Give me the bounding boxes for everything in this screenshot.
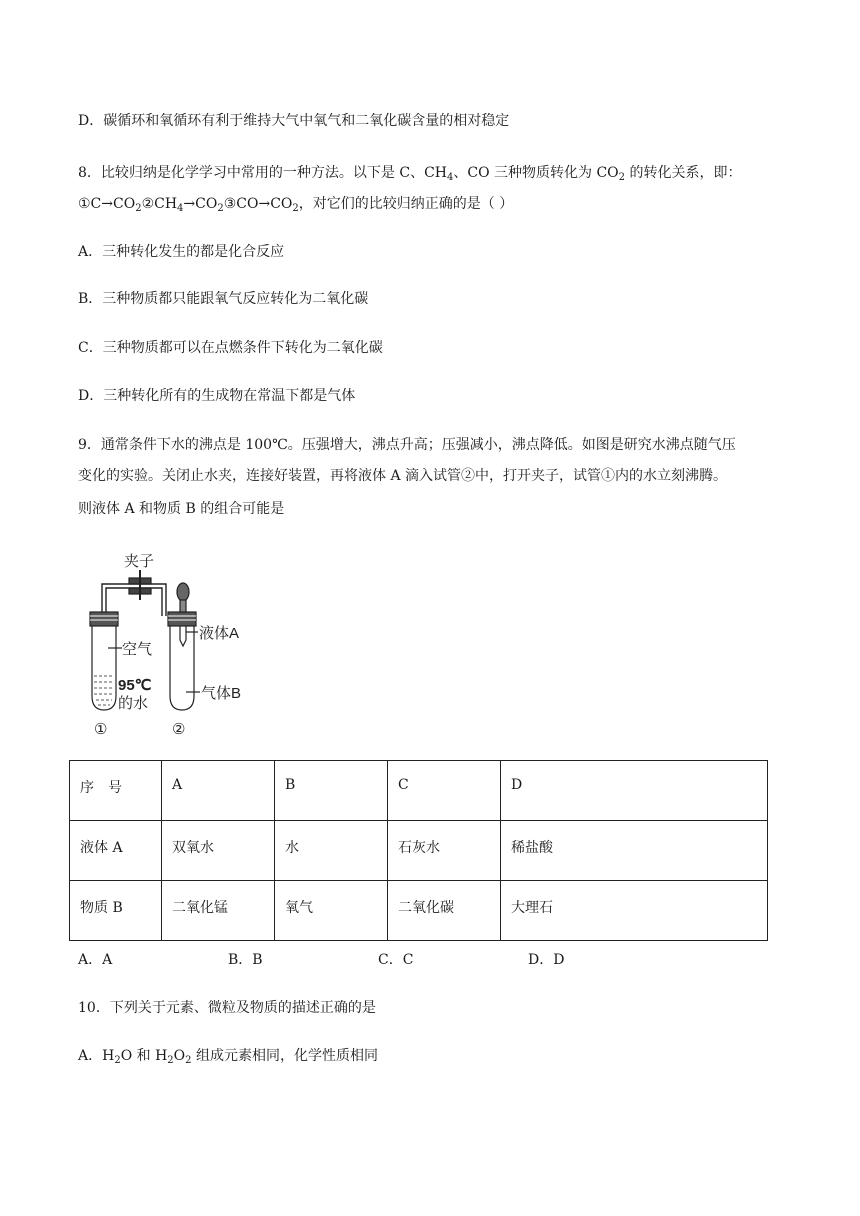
table-cell: 液体 A [70, 821, 162, 881]
liquid-a-label: 液体A [199, 625, 240, 642]
answer-choice-c: C．C [378, 952, 414, 968]
q8-option-d: D．三种转化所有的生成物在常温下都是气体 [78, 388, 356, 404]
test-tube-2 [170, 626, 194, 710]
table-cell: C [388, 761, 501, 821]
table-cell: B [275, 761, 388, 821]
clamp-label: 夹子 [124, 553, 155, 570]
table-cell: 石灰水 [388, 821, 501, 881]
temp-label: 95℃ [118, 677, 152, 694]
gas-b-label: 气体B [201, 685, 242, 702]
table-cell: 大理石 [501, 881, 768, 941]
table-cell: 二氧化锰 [162, 881, 275, 941]
apparatus-diagram [76, 548, 276, 738]
table-cell: 双氧水 [162, 821, 275, 881]
q8-option-c: C．三种物质都可以在点燃条件下转化为二氧化碳 [78, 340, 383, 356]
answer-choice-d: D．D [528, 952, 565, 968]
dropper-bulb [177, 583, 189, 601]
table-row [70, 881, 768, 941]
air-label: 空气 [122, 641, 153, 658]
answer-choice-b: B．B [228, 952, 263, 968]
tube2-label: ② [172, 721, 186, 738]
q9-stem-line2: 变化的实验。关闭止水夹，连接好装置，再将液体 A 滴入试管②中，打开夹子，试管①内的水立刻沸腾。 [78, 468, 728, 484]
table-cell: 序 号 [70, 761, 162, 821]
q10-option-a: A．$H_2O$ 和 $H_2O_2$ 组成元素相同，化学性质相同 [78, 1048, 378, 1066]
dropper-tip [180, 626, 186, 646]
tube2-stopper [168, 612, 196, 626]
table-cell: D [501, 761, 768, 821]
answer-choice-a: A．A [78, 952, 113, 968]
q7-option-d: D．碳循环和氧循环有利于维持大气中氧气和二氧化碳含量的相对稳定 [78, 113, 510, 129]
options-table [69, 760, 768, 941]
test-tube-1 [92, 626, 116, 710]
tube1-stopper [90, 612, 118, 626]
table-cell: 稀盐酸 [501, 821, 768, 881]
q8-stem-line2: $①C\to CO_2②CH_4\to CO_2③CO\to CO_2$，对它们的比较归纳正确的是（ ） [78, 196, 514, 214]
table-cell: 物质 B [70, 881, 162, 941]
water-label: 的水 [118, 695, 149, 712]
q8-stem-line1: 8．比较归纳是化学学习中常用的一种方法。以下是 C、$CH_4$、CO 三种物质转化为 $CO_2$ 的转化关系，即： [78, 165, 742, 183]
q9-stem-line3: 则液体 A 和物质 B 的组合可能是 [78, 501, 285, 517]
table-row [70, 821, 768, 881]
table-cell: 水 [275, 821, 388, 881]
table-cell: 二氧化碳 [388, 881, 501, 941]
q8-option-b: B．三种物质都只能跟氧气反应转化为二氧化碳 [78, 291, 369, 307]
q10-stem: 10．下列关于元素、微粒及物质的描述正确的是 [78, 1000, 376, 1016]
q8-option-a: A．三种转化发生的都是化合反应 [78, 244, 285, 260]
table-cell: A [162, 761, 275, 821]
tube1-label: ① [94, 721, 108, 738]
table-row [70, 761, 768, 821]
table-cell: 氧气 [275, 881, 388, 941]
q9-stem-line1: 9．通常条件下水的沸点是 100℃。压强增大，沸点升高；压强减小，沸点降低。如图是研究水沸点随气压 [78, 437, 736, 453]
